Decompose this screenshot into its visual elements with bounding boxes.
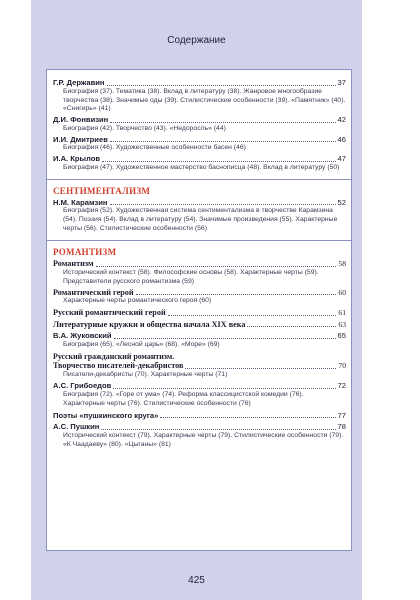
entry-page: 47	[337, 154, 346, 164]
entry-description: Биография (72). «Горе от ума» (74). Реформа классицистской комедии (76). Характерные черты (76). Стилистические особенности (76)	[63, 391, 304, 407]
entry-page: 78	[337, 422, 346, 432]
entry-page: 42	[337, 115, 346, 125]
dot-leader	[96, 266, 337, 267]
page-number: 425	[188, 575, 205, 586]
entry-page: 37	[337, 78, 346, 87]
entry-page: 61	[338, 308, 346, 318]
toc-section-classicism	[53, 78, 346, 173]
entry-description: Характерные черты романтического героя (60)	[63, 297, 212, 305]
entry-title: Романтизм	[53, 259, 94, 269]
toc-entry[interactable]	[53, 259, 346, 286]
dot-leader	[101, 429, 335, 430]
toc-content-box	[46, 69, 352, 551]
toc-entry[interactable]	[53, 288, 346, 307]
toc-entry[interactable]	[53, 331, 346, 350]
dot-leader	[107, 85, 336, 86]
entry-title: Русский романтический герой	[53, 308, 166, 318]
entry-description: Биография (42). Творчество (43). «Недоросль» (44)	[63, 124, 226, 132]
page-header-title: Содержание	[167, 35, 226, 46]
toc-entry[interactable]	[53, 154, 346, 173]
entry-description: Исторический контекст (58). Философские основы (58). Характерные черты (59). Представители русского романтизма (59)	[63, 268, 319, 285]
entry-page: 63	[338, 319, 346, 329]
entry-description: Исторический контекст (79). Характерные черты (79). Стилистические особенности (79). «К Чаадаеву» (80). «Цыганы» (81)	[63, 432, 344, 448]
entry-page: 60	[338, 287, 346, 297]
entry-page: 52	[337, 197, 346, 207]
entry-title-line: Творчество писателей-декабристов	[53, 360, 184, 370]
entry-title: Н.М. Карамзин	[53, 197, 108, 207]
entry-description: Биография (47). Художественное мастерство баснописца (48). Вклад в литературу (50)	[63, 163, 340, 171]
toc-section-romanticism	[53, 247, 346, 450]
entry-description: Биография (46). Художественные особенности басен (46)	[63, 144, 246, 152]
toc-entry[interactable]	[53, 115, 346, 134]
dot-leader	[102, 161, 335, 162]
entry-title: Д.И. Фонвизин	[53, 115, 109, 125]
entry-page: 46	[337, 134, 346, 144]
section-header: СЕНТИМЕНТАЛИЗМ	[53, 185, 151, 196]
toc-entry[interactable]	[53, 381, 346, 408]
entry-page: 70	[338, 360, 346, 370]
entry-title: Романтический герой	[53, 287, 134, 297]
dot-leader	[110, 141, 336, 142]
dot-leader	[110, 122, 335, 123]
entry-description: Биография (37). Тематика (38). Вклад в литературу (38). Жанровое многообразие творчества (38). Значимые оды (39). Стилистические особенности (39). «Памятник» (40). «Снигирь» (41)	[63, 87, 346, 113]
dot-leader	[168, 315, 337, 316]
entry-title: И.А. Крылов	[53, 154, 101, 164]
toc-entry[interactable]	[53, 308, 346, 318]
toc-entry[interactable]	[53, 411, 346, 421]
entry-page: 65	[337, 331, 346, 341]
dot-leader	[185, 368, 336, 369]
entry-title: Литературные кружки и общества начала XIX века	[53, 319, 246, 329]
section-divider	[47, 179, 351, 180]
dot-leader	[136, 294, 337, 295]
section-divider	[47, 240, 351, 241]
dot-leader	[247, 326, 336, 327]
entry-page: 72	[337, 381, 346, 391]
toc-entry[interactable]	[53, 422, 346, 449]
entry-description: Биография (52). Художественная система сентиментализма в творчестве Карамзина (54). Поэзия (54). Вклад в литературу (54). Значимые произведения (55). Характерные черты (56). Стилистические особенности (56)	[63, 207, 338, 233]
toc-section-sentimentalism	[53, 186, 346, 234]
dot-leader	[114, 338, 336, 339]
entry-page: 77	[337, 410, 346, 420]
entry-title-line: Русский гражданский романтизм.	[53, 351, 175, 361]
toc-entry[interactable]	[53, 135, 346, 154]
dot-leader	[160, 417, 335, 418]
entry-title: В.А. Жуковский	[53, 331, 112, 341]
toc-entry[interactable]	[53, 320, 346, 330]
entry-title: А.С. Грибоедов	[53, 381, 112, 391]
entry-title: А.С. Пушкин	[53, 422, 100, 432]
section-header: РОМАНТИЗМ	[53, 247, 117, 258]
toc-entry[interactable]	[53, 352, 346, 380]
toc-entry[interactable]	[53, 78, 346, 114]
entry-description: Писатели-декабристы (70). Характерные черты (71)	[63, 370, 228, 378]
entry-description: Биография (65). «Лесной царь» (68). «Море» (69)	[63, 340, 220, 348]
toc-entry[interactable]	[53, 198, 346, 234]
entry-title: И.И. Дмитриев	[53, 134, 108, 144]
entry-title: Г.Р. Державин	[53, 78, 105, 87]
dot-leader	[110, 204, 336, 205]
entry-title: Поэты «пушкинского круга»	[53, 410, 159, 420]
dot-leader	[113, 388, 335, 389]
entry-page: 58	[338, 259, 346, 269]
